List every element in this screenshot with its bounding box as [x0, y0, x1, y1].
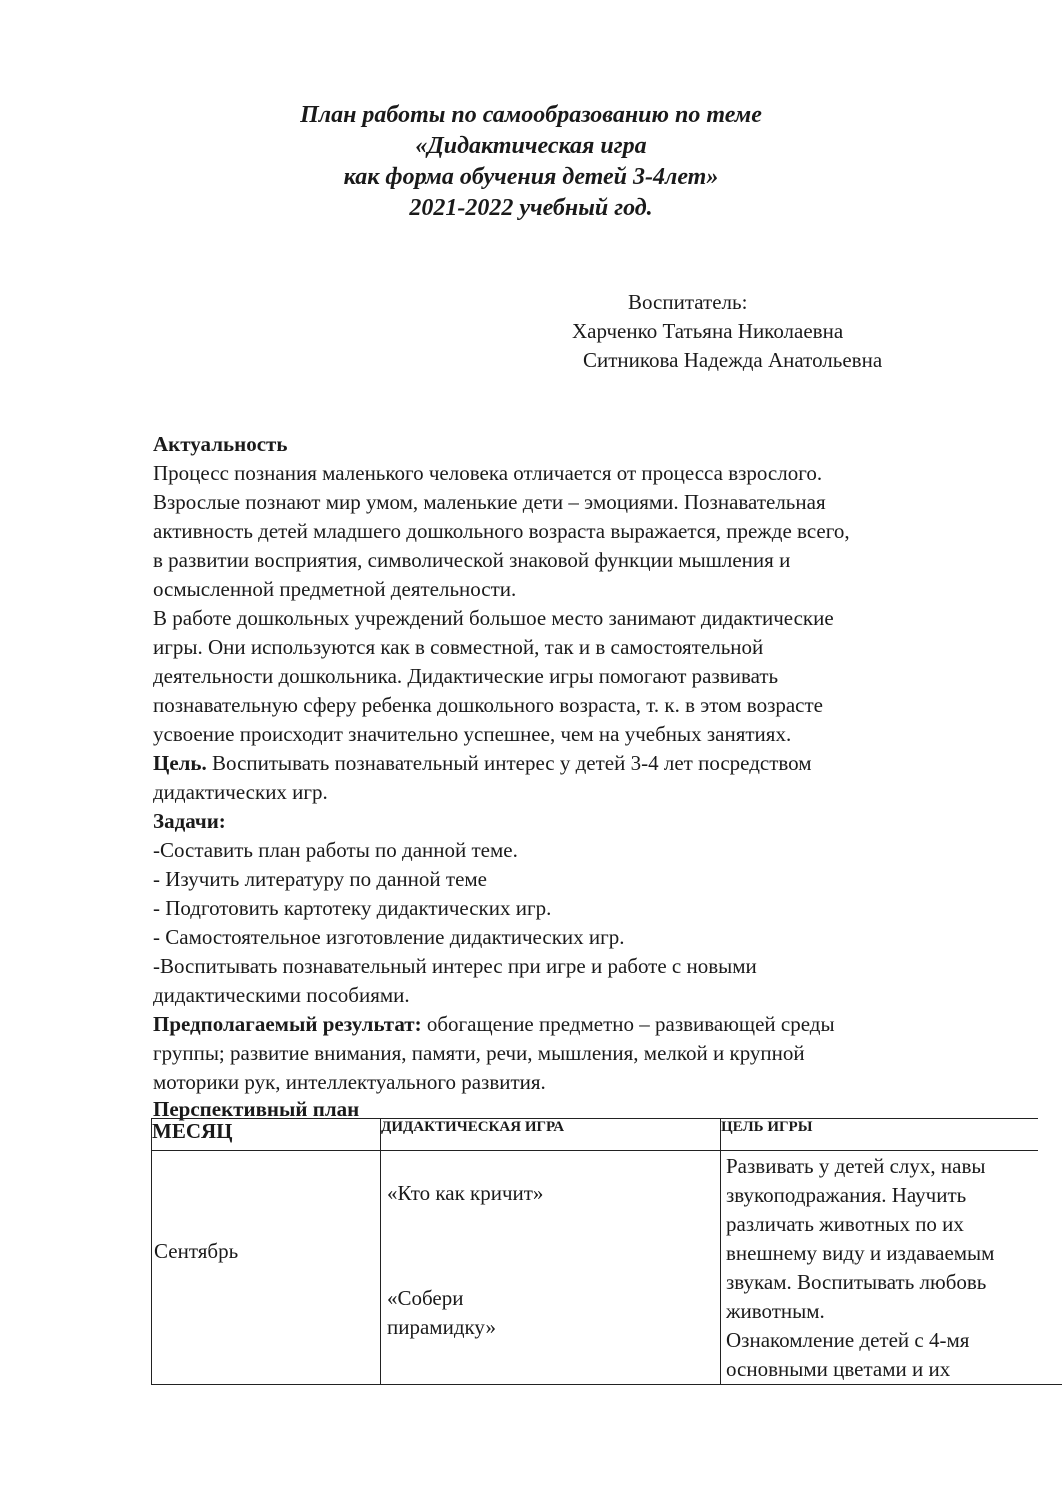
result-text-3: моторики рук, интеллектуального развития. [153, 1070, 546, 1094]
title-line-2: «Дидактическая игра [415, 133, 647, 159]
column-header-game: ДИДАКТИЧЕСКАЯ ИГРА [381, 1119, 721, 1151]
task-item-1: -Составить план работы по данной теме. [153, 838, 518, 862]
goal-line: различать животных по их [726, 1212, 964, 1236]
result-paragraph [153, 1010, 1033, 1039]
task-item-2: - Изучить литературу по данной теме [153, 867, 488, 891]
document-body [153, 430, 1033, 1121]
column-header-goal: ЦЕЛЬ ИГРЫ [721, 1119, 1062, 1151]
relevance-line-1: Процесс познания маленького человека отличается от процесса взрослого. [153, 461, 823, 485]
task-item-3: - Подготовить картотеку дидактических игр. [153, 896, 552, 920]
title-line-4: 2021-2022 учебный год. [409, 195, 653, 221]
task-item-4: - Самостоятельное изготовление дидактических игр. [153, 925, 625, 949]
relevance-line-10: усвоение происходит значительно успешнее, чем на учебных занятиях. [153, 722, 792, 746]
relevance-line-7: игры. Они используются как в совместной, так и в самостоятельной [153, 635, 764, 659]
relevance-line-8: деятельности дошкольника. Дидактические игры помогают развивать [153, 664, 779, 688]
result-label: Предполагаемый результат: [153, 1012, 422, 1036]
plan-heading: Перспективный план [153, 1097, 360, 1121]
relevance-line-2: Взрослые познают мир умом, маленькие дети – эмоциями. Познавательная [153, 490, 826, 514]
goal-line: Ознакомление детей с 4-мя [726, 1328, 970, 1352]
goal-line: основными цветами и их [726, 1357, 951, 1381]
task-item-6: дидактическими пособиями. [153, 983, 410, 1007]
goal-line: животным. [726, 1299, 825, 1323]
author-label: Воспитатель: [628, 290, 748, 314]
column-header-month: МЕСЯЦ [152, 1119, 381, 1151]
goal-text-2: дидактических игр. [153, 780, 328, 804]
goal-cell [721, 1151, 1062, 1385]
document-title [0, 100, 1062, 224]
goal-text-1: Воспитывать познавательный интерес у детей 3-4 лет посредством [206, 751, 812, 775]
month-cell [152, 1151, 381, 1385]
result-text-2: группы; развитие внимания, памяти, речи, мышления, мелкой и крупной [153, 1041, 805, 1065]
goal-paragraph [153, 749, 1033, 778]
author-name-1: Харченко Татьяна Николаевна [572, 319, 844, 343]
goal-line: Развивать у детей слух, навы [726, 1154, 986, 1178]
relevance-line-3: активность детей младшего дошкольного возраста выражается, прежде всего, [153, 519, 850, 543]
plan-table [151, 1118, 1062, 1385]
tasks-heading: Задачи: [153, 809, 226, 833]
game-name-1: «Кто как кричит» [387, 1181, 544, 1205]
relevance-heading: Актуальность [153, 432, 288, 456]
goal-line: внешнему виду и издаваемым [726, 1241, 995, 1265]
goal-label: Цель. [153, 751, 207, 775]
result-text-1: обогащение предметно – развивающей среды [421, 1012, 835, 1036]
task-item-5: -Воспитывать познавательный интерес при игре и работе с новыми [153, 954, 757, 978]
title-line-1: План работы по самообразованию по теме [300, 102, 762, 128]
title-line-3: как форма обучения детей 3-4лет» [343, 164, 719, 190]
page-edge-crop [1038, 1118, 1062, 1358]
goal-line: звукоподражания. Научить [726, 1183, 967, 1207]
goal-line: звукам. Воспитывать любовь [726, 1270, 987, 1294]
game-name-2-line-2: пирамидку» [387, 1315, 496, 1339]
month-value: Сентябрь [154, 1239, 239, 1263]
relevance-line-9: познавательную сферу ребенка дошкольного возраста, т. к. в этом возрасте [153, 693, 824, 717]
relevance-line-5: осмысленной предметной деятельности. [153, 577, 517, 601]
table-header-row [152, 1119, 1062, 1151]
relevance-line-6: В работе дошкольных учреждений большое место занимают дидактические [153, 606, 834, 630]
game-name-2-line-1: «Собери [387, 1286, 464, 1310]
relevance-line-4: в развитии восприятия, символической знаковой функции мышления и [153, 548, 791, 572]
game-cell [381, 1151, 721, 1385]
table-row [152, 1151, 1062, 1385]
author-name-2: Ситникова Надежда Анатольевна [583, 348, 883, 372]
